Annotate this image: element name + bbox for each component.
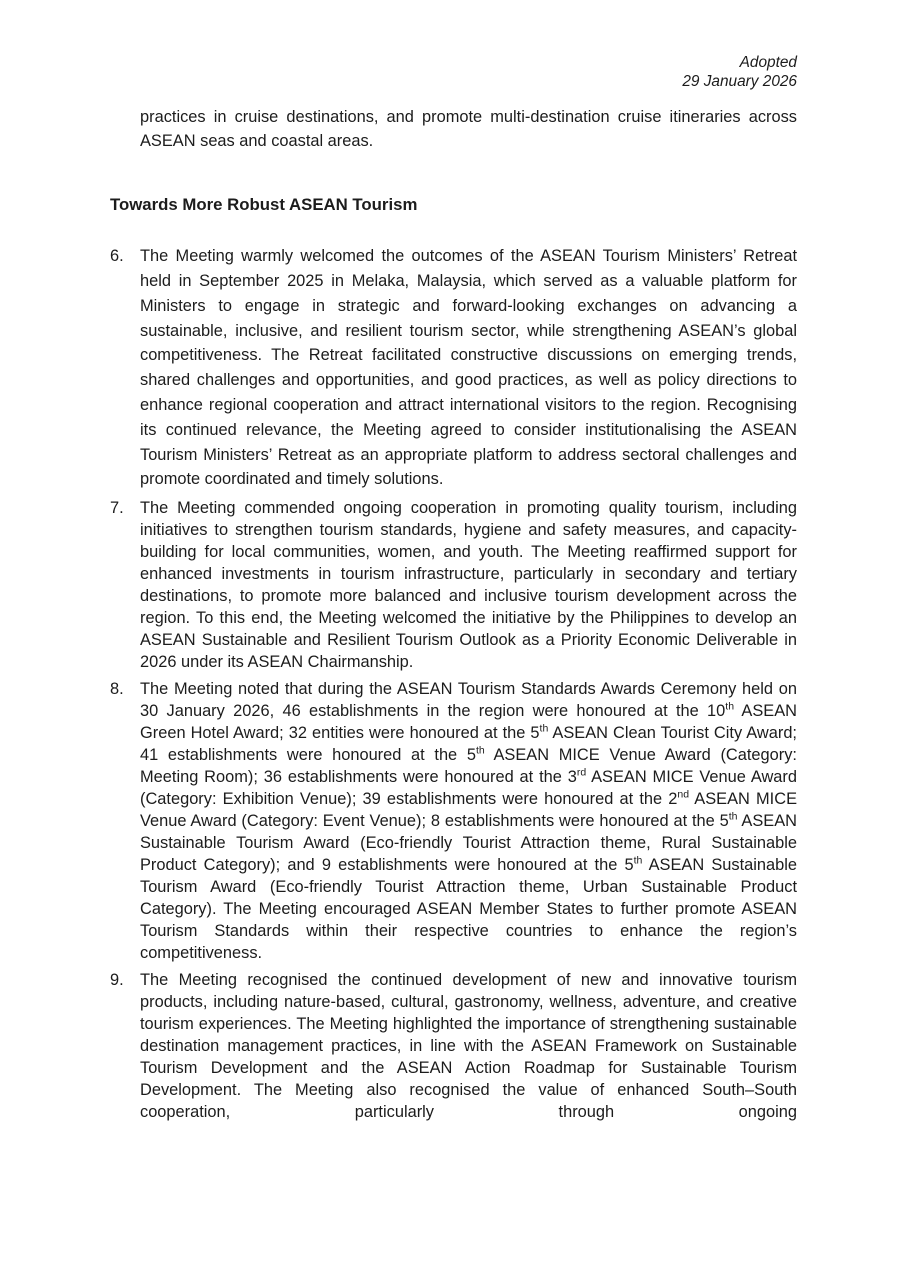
list-item-number: 8. bbox=[110, 680, 124, 699]
list-item-number: 6. bbox=[110, 247, 124, 266]
list-item-number: 7. bbox=[110, 499, 124, 518]
ordinal-superscript: th bbox=[539, 723, 549, 735]
list-item bbox=[110, 497, 797, 673]
list-item-text: The Meeting noted that during the ASEAN Tourism Standards Awards Ceremony held on 30 January 2026, 46 establishments in the region were honoured at the 10th ASEAN Green Hotel Award; 32 entities were honoured at the 5th ASEAN Clean Tourist City Award; 41 establishments were honoured at the 5th ASEAN MICE Venue Award (Category: Meeting Room); 36 establishments were honoured at the 3rd ASEAN MICE Venue Award (Category: Exhibition Venue); 39 establishments were honoured at the 2nd ASEAN MICE Venue Award (Category: Event Venue); 8 establishments were honoured at the 5th ASEAN Sustainable Tourism Award (Eco-friendly Tourist Attraction theme, Rural Sustainable Product Category); and 9 establishments were honoured at the 5th ASEAN Sustainable Tourism Award (Eco-friendly Tourist Attraction theme, Urban Sustainable Product Category). The Meeting encouraged ASEAN Member States to further promote ASEAN Tourism Standards within their respective countries to enhance the region’s competitiveness. bbox=[140, 680, 798, 963]
adoption-date-label: 29 January 2026 bbox=[682, 72, 797, 90]
document-body bbox=[110, 106, 797, 1123]
list-item-text: The Meeting warmly welcomed the outcomes of the ASEAN Tourism Ministers’ Retreat held in September 2025 in Melaka, Malaysia, which served as a valuable platform for Ministers to engage in strategic and forward-looking exchanges on advancing a sustainable, inclusive, and resilient tourism sector, while strengthening ASEAN’s global competitiveness. The Retreat facilitated constructive discussions on emerging trends, shared challenges and opportunities, and good practices, as well as policy directions to enhance regional cooperation and attract international visitors to the region. Recognising its continued relevance, the Meeting agreed to consider institutionalising the ASEAN Tourism Ministers’ Retreat as an appropriate platform to address sectoral challenges and promote coordinated and timely solutions. bbox=[140, 247, 797, 489]
list-item bbox=[110, 969, 797, 1123]
numbered-list bbox=[110, 244, 797, 1123]
list-item bbox=[110, 244, 797, 492]
ordinal-superscript: rd bbox=[576, 767, 587, 779]
ordinal-superscript: th bbox=[475, 745, 485, 757]
section-heading: Towards More Robust ASEAN Tourism bbox=[110, 195, 418, 215]
continuation-paragraph: practices in cruise destinations, and promote multi-destination cruise itineraries across ASEAN seas and coastal areas. bbox=[140, 108, 797, 150]
list-item-number: 9. bbox=[110, 971, 124, 990]
adoption-status-label: Adopted bbox=[739, 54, 797, 71]
list-item-text: The Meeting recognised the continued development of new and innovative tourism products, including nature-based, cultural, gastronomy, wellness, adventure, and creative tourism experiences. The Meeting highlighted the importance of strengthening sustainable destination management practices, in line with the ASEAN Framework on Sustainable Tourism Development and the ASEAN Action Roadmap for Sustainable Tourism Development. The Meeting also recognised the value of enhanced South–South cooperation, particularly through ongoing bbox=[140, 971, 797, 1122]
ordinal-superscript: th bbox=[728, 811, 738, 823]
ordinal-superscript: th bbox=[725, 701, 735, 713]
list-item bbox=[110, 678, 797, 964]
list-item-text: The Meeting commended ongoing cooperation in promoting quality tourism, including initiatives to strengthen tourism standards, hygiene and safety measures, and capacity-building for local communities, women, and youth. The Meeting reaffirmed support for enhanced investments in tourism infrastructure, particularly in secondary and tertiary destinations, to promote more balanced and inclusive tourism development across the region. To this end, the Meeting welcomed the initiative by the Philippines to develop an ASEAN Sustainable and Resilient Tourism Outlook as a Priority Economic Deliverable in 2026 under its ASEAN Chairmanship. bbox=[140, 499, 797, 672]
ordinal-superscript: th bbox=[633, 855, 643, 867]
document-header bbox=[682, 54, 797, 91]
ordinal-superscript: nd bbox=[677, 789, 690, 801]
